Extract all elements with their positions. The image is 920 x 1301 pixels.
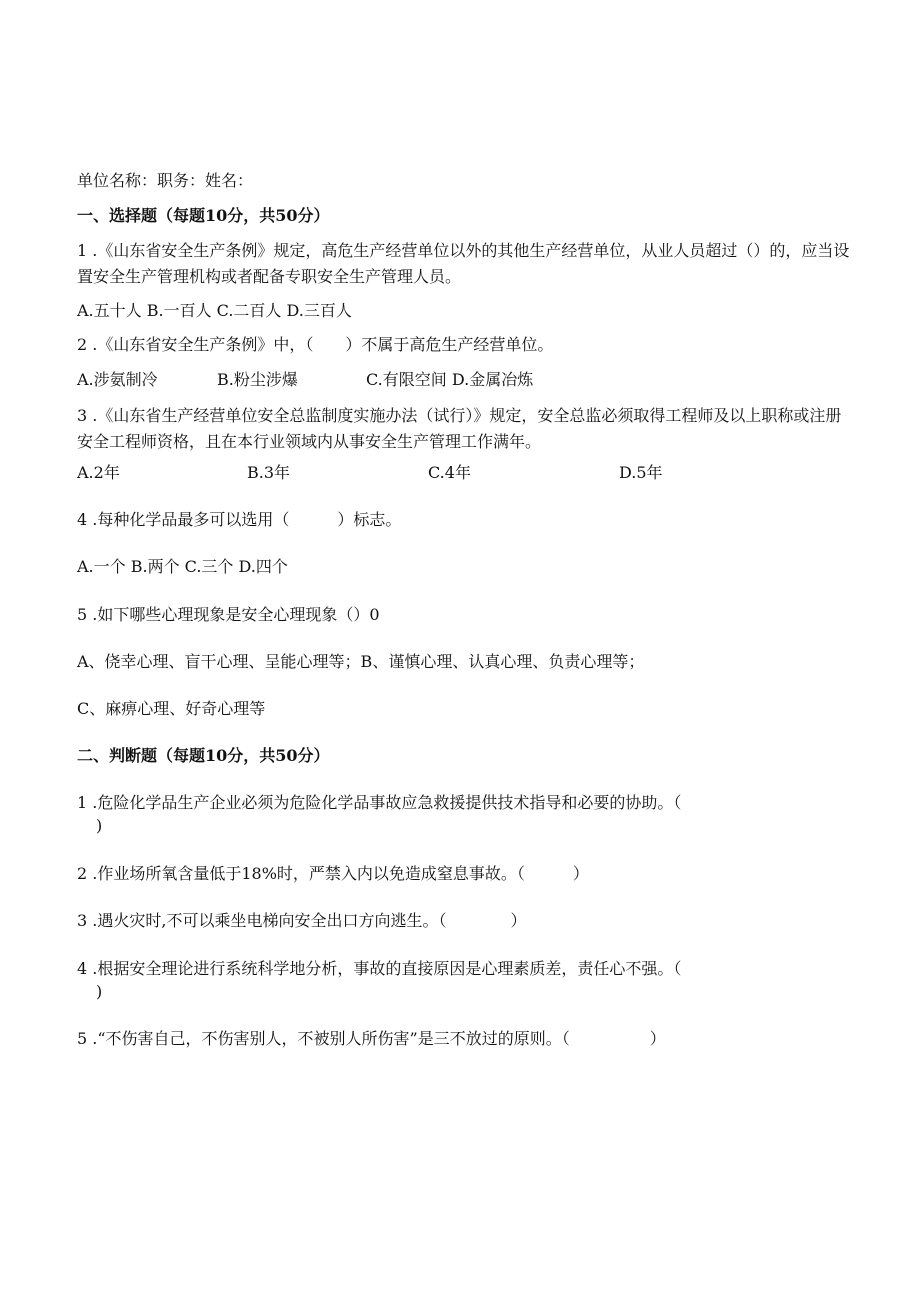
question-text: .根据安全理论进行系统科学地分析，事故的直接原因是心理素质差，责任心不强。（ <box>92 959 682 978</box>
question-number: 3 <box>77 911 88 930</box>
question-1-options: A.五十人 B.一百人 C.二百人 D.三百人 <box>77 301 352 320</box>
question-text: .《山东省安全生产条例》规定，高危生产经营单位以外的其他生产经营单位，从业人员超过（）的，应当设置安全生产管理机构或者配备专职安全生产管理人员。 <box>77 241 850 286</box>
question-number: 4 <box>77 959 88 978</box>
question-text: .《山东省生产经营单位安全总监制度实施办法（试行）》规定，安全总监必须取得工程师及以上职称或注册安全工程师资格，且在本行业领域内从事安全生产管理工作满年。 <box>77 406 842 451</box>
option-d: D.5年 <box>619 463 663 482</box>
judge-question-1-bracket: ) <box>96 816 103 835</box>
question-5 <box>77 604 380 626</box>
question-text: .如下哪些心理现象是安全心理现象（）0 <box>92 605 380 624</box>
option-c-d: C.有限空间 D.金属冶炼 <box>366 370 534 389</box>
question-number: 2 <box>77 864 88 883</box>
question-4-options: A.一个 B.两个 C.三个 D.四个 <box>77 557 288 576</box>
question-number: 2 <box>77 335 88 354</box>
judge-question-2 <box>77 863 589 885</box>
question-5-options-ab: A、侥幸心理、盲干心理、呈能心理等；B、谨慎心理、认真心理、负责心理等； <box>77 652 645 671</box>
question-text: .作业场所氧含量低于18%时，严禁入内以免造成窒息事故。（ ） <box>92 864 589 883</box>
judge-question-1 <box>77 792 681 814</box>
header-fields: 单位名称：职务：姓名： <box>77 171 254 190</box>
question-number: 4 <box>77 510 88 529</box>
option-a: A.2年 <box>77 463 120 482</box>
question-text: .每种化学品最多可以选用（ ）标志。 <box>92 510 402 529</box>
judge-question-3 <box>77 910 526 932</box>
question-text: .遇火灾时,不可以乘坐电梯向安全出口方向逃生。（ ） <box>92 911 527 930</box>
question-number: 5 <box>77 1029 88 1048</box>
question-number: 3 <box>77 406 88 425</box>
judge-question-4 <box>77 958 681 980</box>
question-3 <box>77 403 852 455</box>
judge-question-4-bracket: ) <box>96 982 103 1001</box>
question-5-options-c: C、麻痹心理、好奇心理等 <box>77 699 266 718</box>
question-number: 5 <box>77 605 88 624</box>
question-2 <box>77 334 553 356</box>
option-b: B.粉尘涉爆 <box>217 370 298 389</box>
section-2-title: 二、判断题（每题10分，共50分） <box>77 746 330 765</box>
question-number: 1 <box>77 241 88 260</box>
question-text: .“不伤害自己，不伤害别人，不被别人所伤害”是三不放过的原则。（ ） <box>92 1029 666 1048</box>
judge-question-5 <box>77 1028 666 1050</box>
question-1 <box>77 238 852 290</box>
section-1-title: 一、选择题（每题10分，共50分） <box>77 206 330 225</box>
question-text: .危险化学品生产企业必须为危险化学品事故应急救援提供技术指导和必要的协助。（ <box>92 793 682 812</box>
option-c: C.4年 <box>428 463 471 482</box>
question-text: .《山东省安全生产条例》中，（ ）不属于高危生产经营单位。 <box>92 335 554 354</box>
question-4 <box>77 509 401 531</box>
option-b: B.3年 <box>247 463 291 482</box>
option-a: A.涉氨制冷 <box>77 370 158 389</box>
question-number: 1 <box>77 793 88 812</box>
